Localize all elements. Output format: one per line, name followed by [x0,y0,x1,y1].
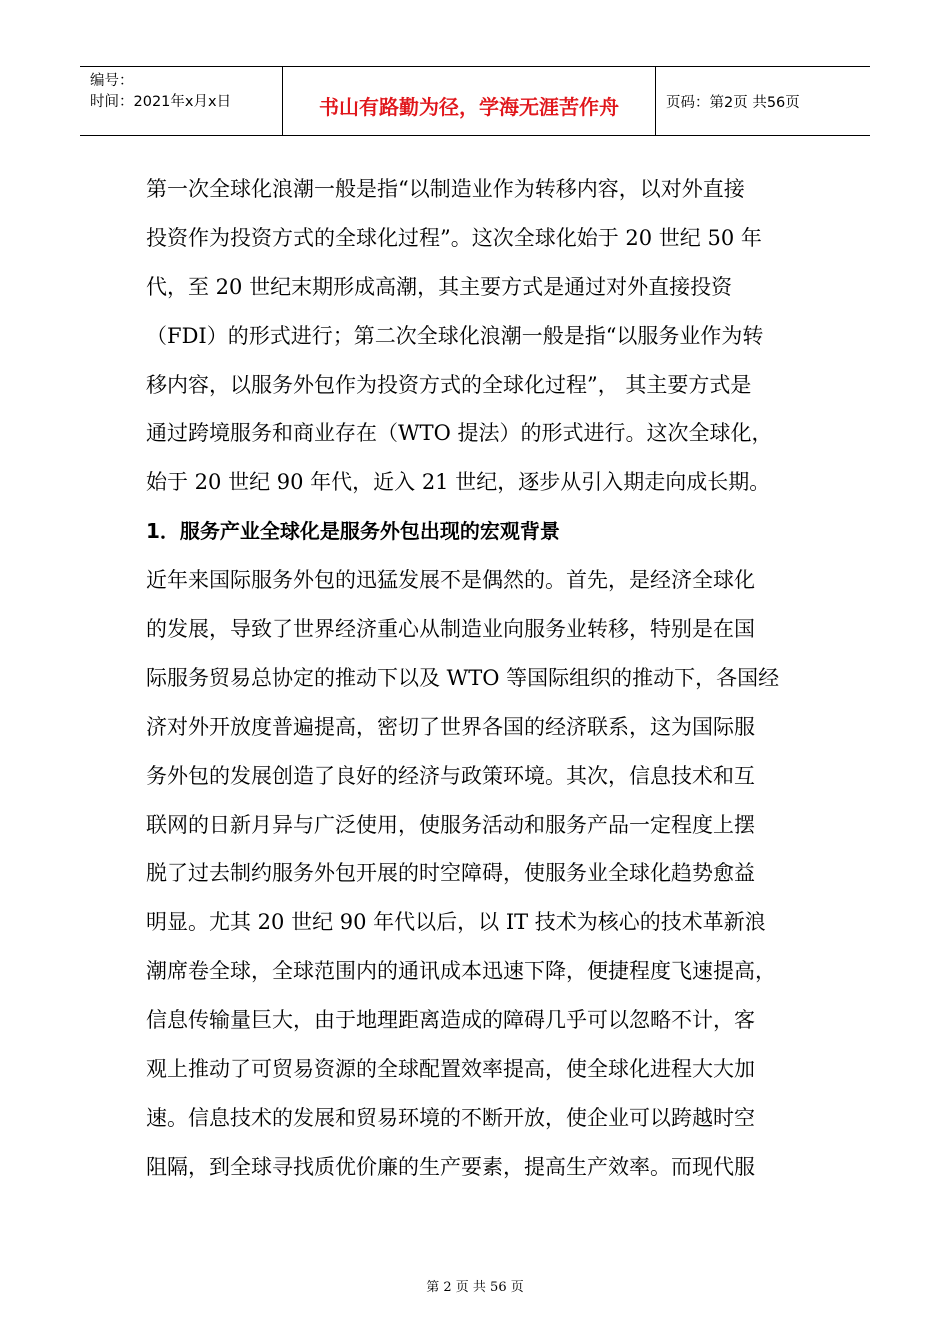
text-line: 的发展，导致了世界经济重心从制造业向服务业转移，特别是在国 [146,617,755,642]
serial-number-label: 编号： [90,73,134,89]
text-line: 脱了过去制约服务外包开展的时空障碍，使服务业全球化趋势愈益 [146,861,755,886]
body-text [146,165,816,1192]
header-left-cell [80,67,282,135]
text-line: 投资作为投资方式的全球化过程”。这次全球化始于 20 世纪 50 年 [146,225,762,250]
text-line: 通过跨境服务和商业存在（WTO 提法）的形式进行。这次全球化， [146,421,773,446]
text-line: 信息传输量巨大，由于地理距离造成的障碍几乎可以忽略不计，客 [146,1008,755,1033]
text-line: 际服务贸易总协定的推动下以及 WTO 等国际组织的推动下，各国经 [146,665,780,690]
text-line: 始于 20 世纪 90 年代，近入 21 世纪，逐步从引入期走向成长期。 [146,470,771,495]
page-footer: 第 2 页 共 56 页 [426,1280,524,1295]
text-line: 明显。尤其 20 世纪 90 年代以后，以 IT 技术为核心的技术革新浪 [146,910,766,935]
page-info: 页码：第2页 共56页 [666,95,800,111]
header-right-cell [656,67,870,135]
text-line: 移内容，以服务外包作为投资方式的全球化过程”， 其主要方式是 [146,372,752,397]
text-line: 潮席卷全球，全球范围内的通讯成本迅速下降，便捷程度飞速提高， [146,959,776,984]
text-line: 济对外开放度普遍提高，密切了世界各国的经济联系，这为国际服 [146,714,755,739]
text-line: 近年来国际服务外包的迅猛发展不是偶然的。首先，是经济全球化 [146,568,755,593]
date-label: 时间：2021年x月x日 [90,94,232,110]
text-line: 速。信息技术的发展和贸易环境的不断开放，使企业可以跨越时空 [146,1105,755,1130]
document-header [80,66,870,136]
motto-text: 书山有路勤为径，学海无涯苦作舟 [319,95,619,119]
text-line: 观上推动了可贸易资源的全球配置效率提高，使全球化进程大大加 [146,1057,755,1082]
section-heading: 1．服务产业全球化是服务外包出现的宏观背景 [146,519,560,544]
text-line: 第一次全球化浪潮一般是指“以制造业作为转移内容，以对外直接 [146,177,745,201]
text-line: 阻隔，到全球寻找质优价廉的生产要素，提高生产效率。而现代服 [146,1154,755,1179]
text-line: 务外包的发展创造了良好的经济与政策环境。其次，信息技术和互 [146,763,755,788]
header-motto-cell [282,67,656,135]
text-line: （FDI）的形式进行；第二次全球化浪潮一般是指“以服务业作为转 [146,323,764,348]
text-line: 代，至 20 世纪末期形成高潮，其主要方式是通过对外直接投资 [146,274,733,299]
text-line: 联网的日新月异与广泛使用，使服务活动和服务产品一定程度上摆 [146,812,755,837]
